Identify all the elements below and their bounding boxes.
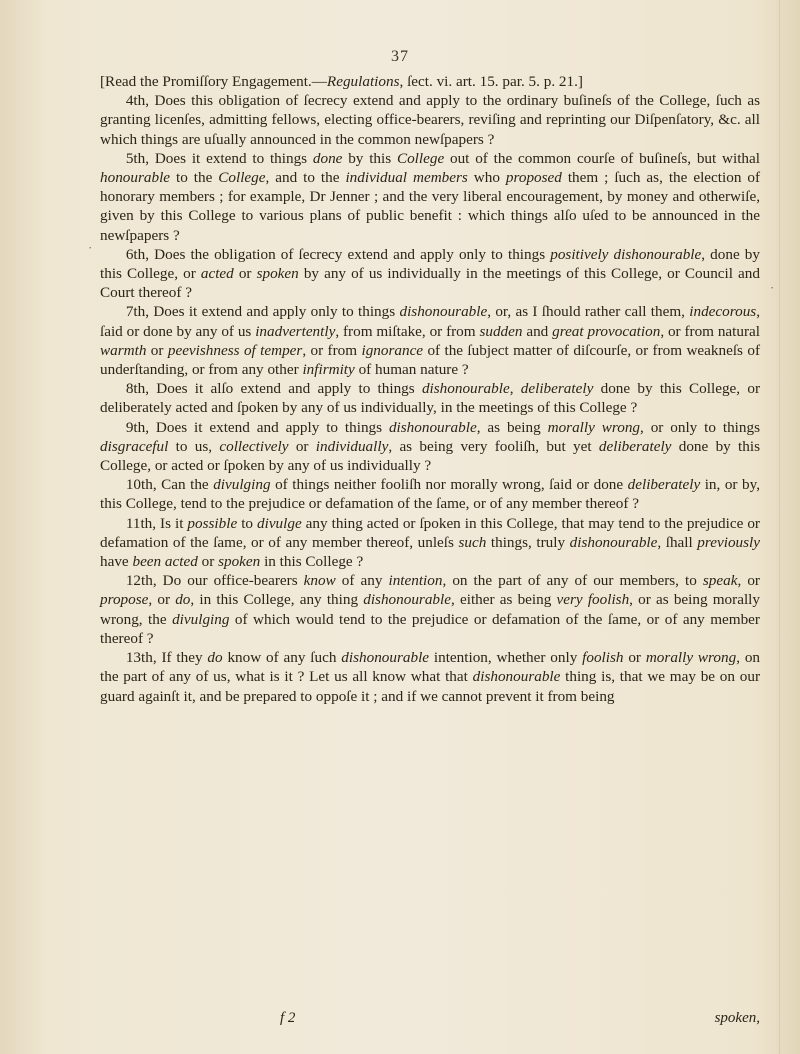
numbered-paragraph: 13th, If they do know of any ſuch dishonourable intention, whether only foolish or morally wrong, on the part of any of us, what is it ? Let us all know what that dishonourable thing is, that we may be on our guard againſt it, and be prepared to oppoſe it ; and if we cannot prevent it from being — [100, 649, 761, 705]
numbered-paragraph: 11th, Is it possible to divulge any thing acted or ſpoken in this College, that may tend to the prejudice or defamation of the ſame, or of any member thereof, unleſs such things, truly dishonourable, ſhall previously have been acted or spoken in this College ? — [100, 514, 760, 571]
numbered-paragraph: 8th, Does it alſo extend and apply to things dishonourable, deliberately done by this College, or deliberately acted and ſpoken by any of us individually, in the meetings of this College ? — [100, 380, 760, 417]
margin-speck: · — [88, 240, 93, 255]
numbered-paragraph: 7th, Does it extend and apply only to things dishonourable, or, as I ſhould rather call them, indecorous, ſaid or done by any of us inadvertently, from miſtake, or from sudden and great provocation, or from natural warmth or peevishness of temper, or from ignorance of the ſubject matter of diſcourſe, or from weakneſs of underſtanding, or from any other infirmity of human nature ? — [100, 303, 761, 379]
numbered-paragraph: 9th, Does it extend and apply to things dishonourable, as being morally wrong, or only to things disgraceful to us, collectively or individually, as being very fooliſh, but yet deliberately done by this College, or acted or ſpoken by any of us individually ? — [100, 418, 760, 475]
page-edge-shadow — [779, 0, 780, 1054]
page-footer — [100, 1010, 760, 1027]
numbered-paragraph: 6th, Does the obligation of ſecrecy extend and apply only to things positively dishonourable, done by this College, or acted or spoken by any of us individually in the meetings of this College, or Council and Court thereof ? — [100, 245, 760, 302]
numbered-paragraph: 5th, Does it extend to things done by this College out of the common courſe of buſineſs, but withal honourable to the College, and to the individual members who proposed them ; ſuch as, the election of honorary members ; for example, Dr Jenner ; and the very liberal encouragement, by money and otherwiſe, given by this College to various plans of public benefit : which things alſo uſed to be announced in the newſpapers ? — [100, 149, 761, 244]
numbered-paragraph: 10th, Can the divulging of things neither fooliſh nor morally wrong, ſaid or done deliberately in, or by, this College, tend to the prejudice or defamation of the ſame, or of any member thereof ? — [100, 476, 760, 513]
numbered-paragraph: 12th, Do our office-bearers know of any intention, on the part of any of our members, to speak, or propose, or do, in this College, any thing dishonourable, either as being very foolish, or as being morally wrong, the divulging of which would tend to the prejudice or defamation of the ſame, or of any member thereof ? — [100, 572, 760, 647]
numbered-paragraph: 4th, Does this obligation of ſecrecy extend and apply to the ordinary buſineſs of the College, ſuch as granting licenſes, admitting fellows, electing office-bearers, reviſing and reprinting our Diſpenſatory, &c. all which things are uſually announced in the common newſpapers ? — [100, 92, 760, 148]
margin-speck: · — [770, 280, 775, 295]
signature-mark: f 2 — [280, 1010, 296, 1026]
catchword: spoken, — [714, 1010, 760, 1026]
bracketed-note: [Read the Promiſſory Engagement.—Regulations, ſect. vi. art. 15. par. 5. p. 21.] — [100, 73, 583, 90]
body-text — [100, 72, 760, 706]
page-number: 37 — [391, 48, 409, 65]
